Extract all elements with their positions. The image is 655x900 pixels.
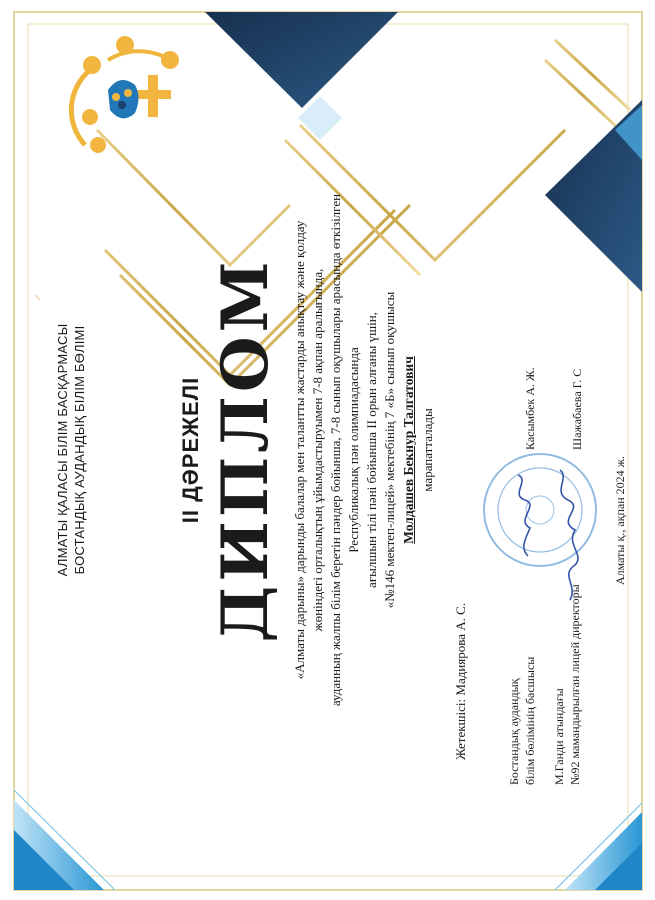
org-line-1: АЛМАТЫ ҚАЛАСЫ БІЛІМ БАСҚАРМАСЫ (55, 323, 70, 577)
diploma-title: ДИПЛОМ (208, 257, 283, 643)
signatory-1-name: Касымбек А. Ж. (523, 367, 537, 450)
supervisor: Жетекшісі: Мадиярова А. С. (453, 602, 468, 760)
degree-label: II ДӘРЕЖЕЛІ (178, 376, 203, 524)
body-line: ауданның жалпы білім беретін пәндер бойынша, 7-8 сынып оқушылары арасында өткізілген (328, 193, 343, 707)
signatory-1-title-line-1: Бостандық аудандық (507, 678, 521, 785)
signatory-2-name: Шажабаева Г. С (570, 368, 584, 450)
signatory-2-title-line-2: №92 мамандырылған лицей директоры (568, 584, 582, 785)
body-line: жөніндегі орталықтың ұйымдастыруымен 7-8 ақпан аралығында, (310, 268, 325, 632)
awarded-text: марапатталады (420, 408, 435, 492)
signatory-2-title-line-1: М.Ганди атындағы (552, 688, 566, 785)
signatory-1-title-line-2: білім бөлімінің басшысы (523, 656, 537, 785)
org-line-2: БОСТАНДЫҚ АУДАНДЫҚ БІЛІМ БӨЛІМІ (72, 325, 87, 575)
diploma-content (10, 20, 650, 880)
awardee-name: Молдашев Бекнур Талгатович (401, 356, 416, 544)
place-date: Алматы қ., ақпан 2024 ж. (613, 456, 627, 585)
body-line: ағылшын тілі пәні бойынша II орын алғаны үшін, (364, 312, 379, 588)
body-line: «Алматы дарыны» дарынды балалар мен талантты жастарды анықтау және қолдау (292, 220, 307, 680)
body-line: «№146 мектеп-лицей» мектебінің 7 «Б» сынып оқушысы (382, 291, 397, 609)
body-line: Республикалық пән олимпиадасында (346, 347, 361, 553)
